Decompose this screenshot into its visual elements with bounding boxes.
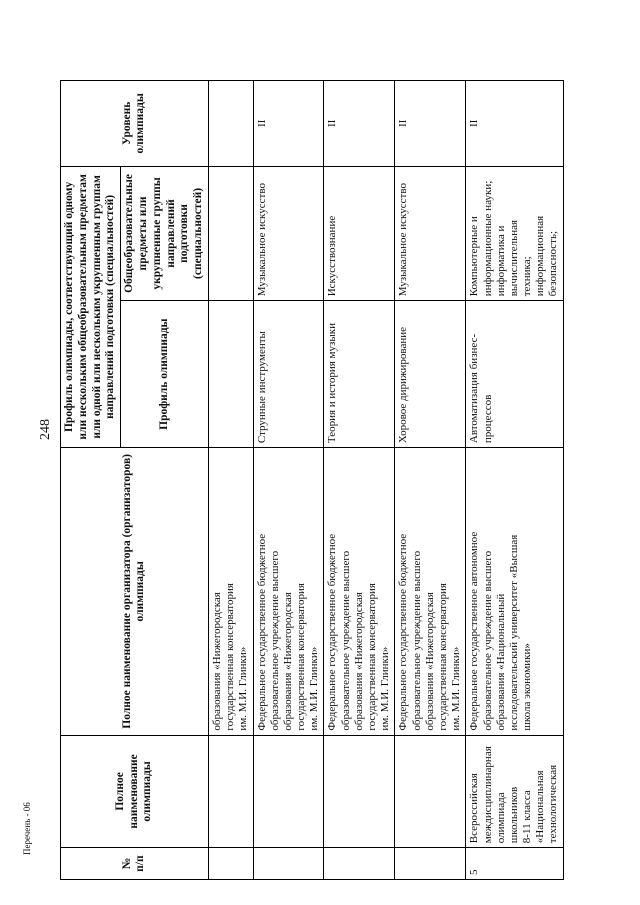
page-footer: Перечень - 06 — [22, 802, 32, 855]
cell-olympiad-name — [395, 735, 466, 848]
cell-organizer-line: государственная консерватория — [295, 583, 308, 731]
cell-level — [208, 81, 253, 167]
cell-organizer — [253, 448, 324, 736]
page-number: 248 — [38, 419, 53, 440]
cell-organizer-line: образования «Национальный — [494, 593, 507, 731]
cell-subjects-line: техника; — [521, 256, 534, 297]
header-profile: Профиль олимпиады — [121, 301, 209, 448]
cell-olympiad-name — [324, 735, 395, 848]
cell-organizer-line: образования «Нижегородская — [352, 592, 365, 731]
cell-organizer-line: Федеральное государственное бюджетное — [255, 533, 268, 731]
header-profile-group: Профиль олимпиады, соответствующий одному или нескольким общеобразовательным предметам или одной или нескольким укрупненным группам направлений подготовки (специальностей) — [61, 166, 121, 447]
cell-organizer-line: образования «Нижегородская — [281, 592, 294, 731]
cell-organizer-line: образования «Нижегородская — [423, 592, 436, 731]
header-num: № п/п — [61, 848, 209, 880]
cell-olympiad-name — [466, 735, 563, 848]
cell-subjects-line: информационная — [534, 215, 547, 297]
cell-subjects — [466, 166, 563, 301]
cell-level: II — [466, 81, 563, 167]
cell-olympiad-name-line: школьников — [507, 786, 520, 844]
cell-olympiad-name — [253, 735, 324, 848]
cell-organizer-line: образовательное учреждение высшего — [410, 550, 423, 731]
table-body — [208, 81, 563, 880]
cell-olympiad-name-line: олимпиада — [494, 792, 507, 844]
cell-subjects-line: Музыкальное искусство — [397, 183, 410, 297]
cell-organizer-line: им. М.И. Глинки» — [237, 646, 250, 731]
table-row — [324, 81, 395, 880]
cell-subjects — [395, 166, 466, 301]
cell-profile: Теория и история музыки — [324, 301, 395, 448]
cell-organizer-line: им. М.И. Глинки» — [450, 646, 463, 731]
cell-organizer — [324, 448, 395, 736]
cell-subjects-line: безопасность; — [547, 230, 560, 297]
table-row — [466, 81, 563, 880]
cell-organizer-line: Федеральное государственное бюджетное — [326, 533, 339, 731]
cell-num — [208, 848, 253, 880]
cell-olympiad-name — [208, 735, 253, 848]
header-level: Уровень олимпиады — [61, 81, 209, 167]
cell-organizer-line: образовательное учреждение высшего — [268, 550, 281, 731]
cell-level: II — [253, 81, 324, 167]
cell-level: II — [324, 81, 395, 167]
table-row — [253, 81, 324, 880]
header-row-1 — [61, 81, 121, 880]
cell-organizer-line: государственная консерватория — [436, 583, 449, 731]
cell-organizer-line: образовательное учреждение высшего — [339, 550, 352, 731]
cell-subjects-line: информатика и — [494, 225, 507, 297]
cell-organizer-line: исследовательский университет «Высшая — [507, 534, 520, 731]
cell-olympiad-name-line: Всероссийская — [468, 773, 481, 844]
cell-subjects-line: Компьютерные и — [468, 216, 481, 297]
cell-organizer-line: им. М.И. Глинки» — [308, 646, 321, 731]
cell-olympiad-name-line: междисциплинарная — [481, 746, 494, 844]
cell-organizer-line: школа экономики» — [521, 643, 534, 731]
cell-profile — [208, 301, 253, 448]
cell-profile: Хоровое дирижирование — [395, 301, 466, 448]
cell-subjects — [208, 166, 253, 301]
cell-subjects-line: Музыкальное искусство — [255, 183, 268, 297]
cell-profile: Струнные инструменты — [253, 301, 324, 448]
table-row — [395, 81, 466, 880]
cell-organizer-line: им. М.И. Глинки» — [379, 646, 392, 731]
cell-subjects-line: вычислительная — [507, 219, 520, 297]
cell-num — [253, 848, 324, 880]
cell-organizer-line: Федеральное государственное бюджетное — [397, 533, 410, 731]
cell-organizer-line: образования «Нижегородская — [210, 592, 223, 731]
cell-subjects — [253, 166, 324, 301]
cell-organizer-line: государственная консерватория — [366, 583, 379, 731]
cell-num: 5 — [466, 848, 563, 880]
cell-profile: Автоматизация бизнес-процессов — [466, 301, 563, 448]
cell-olympiad-name-line: 8-11 класса — [521, 790, 534, 844]
cell-organizer-line: государственная консерватория — [224, 583, 237, 731]
olympiad-table — [60, 80, 564, 880]
header-subjects: Общеобразовательные предметы или укрупненные группы направлений подготовки (специальностей) — [121, 166, 209, 301]
cell-organizer-line: Федеральное государственное автономное — [468, 531, 481, 731]
table-row — [208, 81, 253, 880]
rotated-document — [60, 80, 560, 880]
cell-olympiad-name-line: «Национальная — [534, 770, 547, 844]
cell-num — [324, 848, 395, 880]
cell-level: II — [395, 81, 466, 167]
cell-organizer — [208, 448, 253, 736]
cell-subjects — [324, 166, 395, 301]
cell-olympiad-name-line: технологическая — [547, 764, 560, 844]
cell-organizer-line: образовательное учреждение высшего — [481, 550, 494, 731]
cell-organizer — [466, 448, 563, 736]
cell-num — [395, 848, 466, 880]
cell-subjects-line: Искусствознание — [326, 215, 339, 297]
cell-subjects-line: информационные науки; — [481, 180, 494, 297]
header-olympiad-name: Полное наименование олимпиады — [61, 735, 209, 848]
cell-organizer — [395, 448, 466, 736]
header-organizer: Полное наименование организатора (организаторов) олимпиады — [61, 448, 209, 736]
